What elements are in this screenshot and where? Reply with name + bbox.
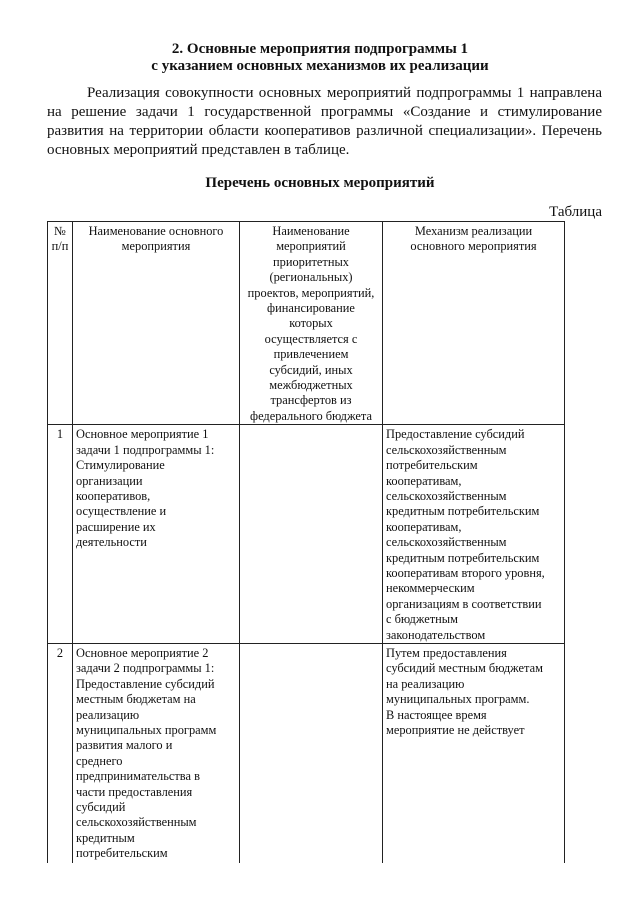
table-label: Таблица (549, 204, 602, 220)
header-number: № п/п (48, 222, 73, 425)
list-title: Перечень основных мероприятий (205, 175, 435, 191)
header-measure-name: Наименование основного мероприятия (73, 222, 240, 425)
intro-paragraph (47, 84, 602, 160)
section-title-line1: 2. Основные мероприятия подпрограммы 1 (171, 41, 469, 57)
row-mechanism: Путем предоставления субсидий местным бюджетам на реализацию муниципальных программ. В настоящее время мероприятие не действует (383, 643, 565, 863)
row-projects (240, 643, 383, 863)
intro-text: Реализация совокупности основных мероприятий подпрограммы 1 направлена на решение задачи 1 государственной программы «Создание и стимулирование развития на территории области кооперативов различной специализации». Перечень основных мероприятий представлен в таблице. (47, 85, 602, 158)
header-mechanism: Механизм реализации основного мероприятия (383, 222, 565, 425)
row-projects (240, 425, 383, 644)
row-number: 2 (48, 643, 73, 863)
header-projects: Наименование мероприятий приоритетных (региональных) проектов, мероприятий, финансирование которых осуществляется с привлечением субсидий, иных межбюджетных трансфертов из федерального бюджета (240, 222, 383, 425)
measures-table (47, 221, 565, 863)
row-measure-name: Основное мероприятие 2 задачи 2 подпрограммы 1: Предоставление субсидий местным бюджетам на реализацию муниципальных программ развития малого и среднего предпринимательства в части предоставления субсидий сельскохозяйственным кредитным потребительским (73, 643, 240, 863)
row-measure-name: Основное мероприятие 1 задачи 1 подпрограммы 1: Стимулирование организации кооперативов, осуществление и расширение их деятельности (73, 425, 240, 644)
table-row (48, 643, 565, 863)
table-header-row (48, 222, 565, 425)
row-number: 1 (48, 425, 73, 644)
row-mechanism: Предоставление субсидий сельскохозяйственным потребительским кооперативам, сельскохозяйственным кредитным потребительским кооперативам, сельскохозяйственным кредитным потребительским кооперативам второго уровня, некоммерческим организациям в соответствии с бюджетным законодательством (383, 425, 565, 644)
table-row (48, 425, 565, 644)
section-title-line2: с указанием основных механизмов их реализации (151, 58, 489, 74)
